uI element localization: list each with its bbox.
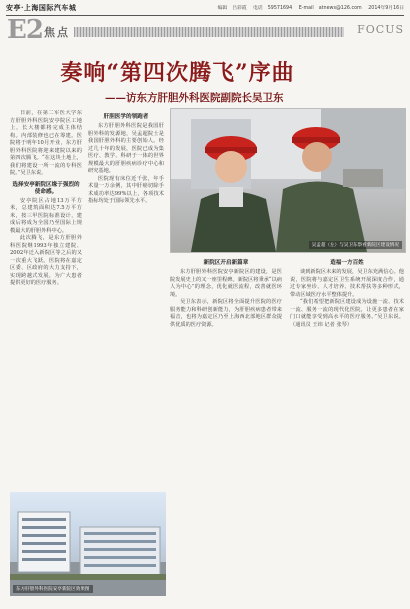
- paragraph: 日前，在第二军医大学东方肝胆外科医院安亭院区工地上，长大楼都将完成主体结构。内部装修也已在筹建。医院将于明年10月开业，东方肝胆外科医院将迎来建院以来的第四次腾飞。“在这块土地上，我们将建设一所一流的专科医院。”吴卫东说。: [10, 110, 82, 176]
- page-header: [6, 3, 404, 16]
- section-banner: [6, 15, 404, 45]
- article-subtitle: ——访东方肝胆外科医院副院长吴卫东: [105, 92, 284, 104]
- newspaper-name: 安亭·上海国际汽车城: [6, 3, 77, 12]
- paragraph: 医院现有床位近千张，年手术量一万余例，其中肝癌切除手术成功率达99%以上，各项技术指标均处于国际领先水平。: [88, 175, 164, 204]
- section-heading: 造福一方百姓: [330, 260, 364, 266]
- issue-date: 2014年9月16日: [368, 6, 404, 11]
- article-column-1: [10, 110, 82, 488]
- phone-number: 59571694: [267, 6, 293, 11]
- paragraph: “我们希望把新院区建设成为设施一流、技术一流、服务一流的现代化医院，让更多患者在家门口就能享受到高水平的医疗服务。”吴卫东说。（通讯员 王纬 记者 张琴）: [290, 299, 404, 328]
- paragraph: 安亭院区占地13万平方米，总建筑面积达7.5万平方米，按三甲医院标准设计，建成后将成为全国乃至国际上规模最大的肝胆外科中心。: [10, 197, 82, 234]
- paragraph: 东方肝胆外科医院安亭新院区的建设，是医院发展史上的又一座里程碑。新院区将秉承“以病人为中心”的理念，优化就医流程，改善就医环境。: [170, 269, 282, 298]
- phone-label: 电话: [253, 6, 263, 11]
- building-illustration: [10, 492, 166, 596]
- section-name: 焦点: [44, 26, 70, 39]
- photo2-caption: 东方肝胆外科医院安亭新院区效果图: [13, 585, 93, 593]
- section-heading: 肝胆医学的领跑者: [103, 114, 149, 120]
- article-column-4: [290, 256, 404, 598]
- paragraph: 吴卫东表示，新院区将全面提升医院的医疗服务能力和科研创新能力，为肝胆疾病患者带来福音，也将为嘉定区乃至上海西北部地区群众提供优质的医疗资源。: [170, 299, 282, 328]
- email-label: E-mail: [298, 6, 314, 11]
- editor-label: 编辑: [217, 6, 228, 11]
- article-title: 奏响“第四次腾飞”序曲: [60, 60, 295, 86]
- paragraph: 谈到新院区未来的发展，吴卫东充满信心。他说，医院将与嘉定区卫生系统开展深度合作，通过专家坐诊、人才培养、技术帮扶等多种形式，带动区域医疗水平整体提升。: [290, 269, 404, 298]
- editor-name: 吕彩霞: [232, 6, 247, 11]
- article-photo: [170, 108, 406, 253]
- article-column-3: [170, 256, 282, 598]
- paragraph-heading: 选择安亭新院区缘于强烈的使命感。: [12, 181, 80, 195]
- email-address: atnews@126.com: [318, 6, 362, 11]
- photo-illustration: [171, 109, 405, 252]
- section-letter: E2: [7, 15, 43, 45]
- header-meta: [213, 4, 404, 11]
- building-photo: [10, 492, 166, 596]
- paragraph: 东方肝胆外科医院是我国肝胆外科的发源地，吴孟超院士是我国肝胆外科的主要创始人。经过几十年的发展，医院已成为集医疗、教学、科研于一体的世界规模最大的肝胆疾病诊疗中心和研究基地。: [88, 123, 164, 174]
- paragraph: 此次腾飞，是东方肝胆外科医院继1993年独立建院、2002年迁入新院区等之后的又一次重大飞跃。医院将在嘉定区委、区政府的大力支持下，实现跨越式发展，为广大患者提供更好的医疗服务。: [10, 235, 82, 286]
- section-heading: 新院区开启新篇章: [203, 260, 249, 266]
- section-bar: [74, 27, 344, 37]
- article-column-2: [88, 110, 164, 488]
- photo-caption: 吴孟超（左）与吴卫东察看新院区建设情况: [309, 241, 402, 249]
- section-english: FOCUS: [357, 23, 404, 36]
